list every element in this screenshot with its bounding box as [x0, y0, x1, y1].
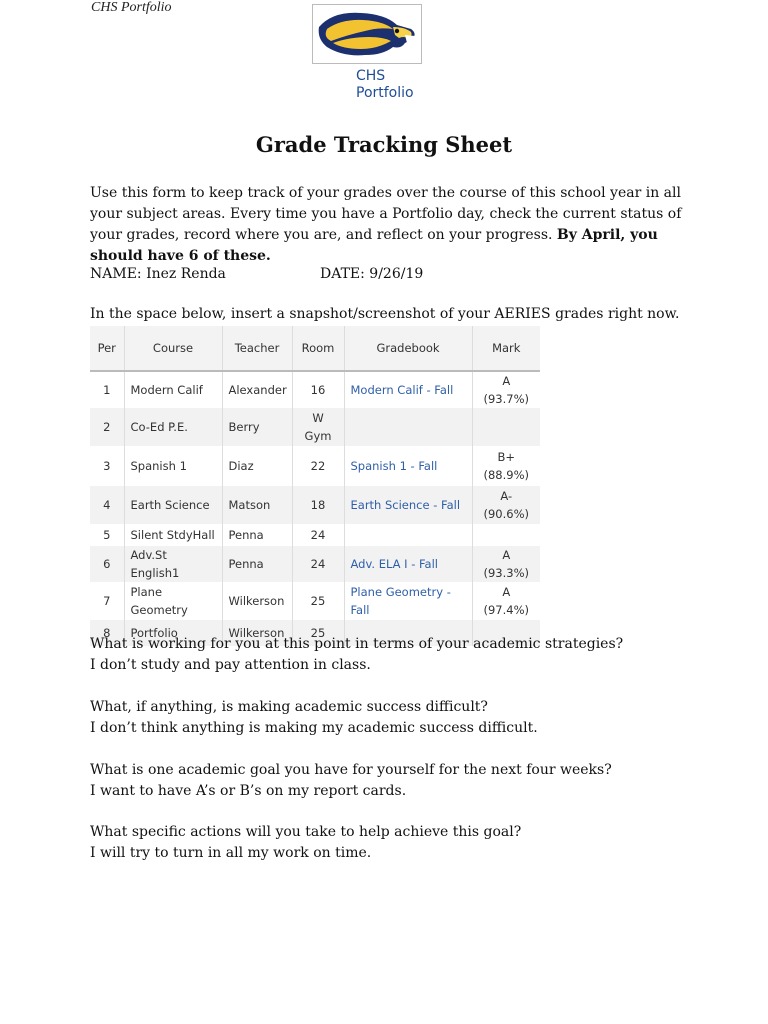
cell-course: Portfolio	[124, 620, 222, 646]
intro-bold-text: By April, you should have 6 of these.	[90, 227, 658, 264]
intro-text: Use this form to keep track of your grades over the course of this school year in all your subject areas. Every time you have a Portfolio day, check the current status of your grades, record where you are, and reflect on your progress.	[90, 185, 682, 243]
cell-teacher: Wilkerson	[222, 620, 292, 646]
reflection-answer: I don’t study and pay attention in class.	[90, 657, 371, 673]
cell-course: Silent StdyHall	[124, 524, 222, 546]
cell-mark	[472, 524, 540, 546]
table-row	[90, 524, 540, 546]
cell-per: 3	[90, 446, 124, 486]
cell-room: 16	[292, 371, 344, 408]
cell-room: W Gym	[292, 408, 344, 446]
reflection-question: What, if anything, is making academic success difficult?	[90, 699, 488, 715]
gradebook-link[interactable]	[344, 408, 472, 446]
reflection-answer: I don’t think anything is making my academic success difficult.	[90, 720, 538, 736]
cell-course: Earth Science	[124, 486, 222, 524]
cell-mark: B+ (88.9%)	[483, 450, 529, 482]
cell-per: 5	[90, 524, 124, 546]
reflection-item	[90, 634, 623, 676]
gradebook-link[interactable]	[344, 524, 472, 546]
cell-per: 6	[90, 546, 124, 582]
gradebook-link[interactable]: Plane Geometry - Fall	[344, 582, 472, 620]
reflection-question: What specific actions will you take to help achieve this goal?	[90, 824, 522, 840]
student-name: NAME: Inez Renda	[90, 266, 226, 282]
gradebook-link[interactable]: Modern Calif - Fall	[344, 371, 472, 408]
cell-course: Spanish 1	[124, 446, 222, 486]
cell-teacher: Diaz	[222, 446, 292, 486]
intro-paragraph	[90, 183, 690, 267]
gradebook-link[interactable]: Spanish 1 - Fall	[344, 446, 472, 486]
cell-mark	[472, 408, 540, 446]
logo-caption	[356, 68, 414, 102]
cell-course: Plane Geometry	[124, 582, 222, 620]
logo-caption-line1: CHS	[356, 68, 386, 84]
cell-room: 25	[292, 582, 344, 620]
eagle-icon	[313, 5, 421, 63]
gradebook-link[interactable]: Adv. ELA I - Fall	[344, 546, 472, 582]
header-course: Course	[124, 326, 222, 371]
reflection-answer: I want to have A’s or B’s on my report cards.	[90, 783, 407, 799]
cell-per: 7	[90, 582, 124, 620]
cell-teacher: Wilkerson	[222, 582, 292, 620]
cell-mark: A- (90.6%)	[472, 486, 540, 524]
cell-room: 22	[292, 446, 344, 486]
cell-room: 25	[292, 620, 344, 646]
cell-per: 8	[90, 620, 124, 646]
gradebook-link[interactable]: Earth Science - Fall	[344, 486, 472, 524]
table-row	[90, 371, 540, 408]
entry-date: DATE: 9/26/19	[320, 266, 424, 282]
reflection-item	[90, 822, 521, 864]
cell-course: Adv.St English1	[124, 546, 222, 582]
eagle-logo	[312, 4, 422, 64]
table-row	[90, 582, 540, 620]
cell-per: 2	[90, 408, 124, 446]
cell-teacher: Berry	[222, 408, 292, 446]
cell-teacher: Penna	[222, 546, 292, 582]
table-header-row	[90, 326, 540, 371]
header-gradebook: Gradebook	[344, 326, 472, 371]
cell-teacher: Matson	[222, 486, 292, 524]
cell-mark: A (97.4%)	[483, 585, 529, 617]
page-title: Grade Tracking Sheet	[255, 132, 513, 157]
reflection-answer: I will try to turn in all my work on time.	[90, 845, 372, 861]
cell-room: 24	[292, 546, 344, 582]
cell-room: 18	[292, 486, 344, 524]
cell-per: 1	[90, 371, 124, 408]
cell-room: 24	[292, 524, 344, 546]
reflection-question: What is one academic goal you have for yourself for the next four weeks?	[90, 762, 612, 778]
header-teacher: Teacher	[222, 326, 292, 371]
cell-mark: A (93.3%)	[472, 546, 540, 582]
logo-caption-line2: Portfolio	[356, 85, 414, 101]
cell-course: Modern Calif	[124, 371, 222, 408]
cell-teacher: Alexander	[222, 371, 292, 408]
cell-teacher: Penna	[222, 524, 292, 546]
grades-table	[90, 326, 540, 646]
header-portfolio-label: CHS Portfolio	[91, 0, 172, 15]
screenshot-instruction: In the space below, insert a snapshot/screenshot of your AERIES grades right now.	[90, 306, 680, 322]
header-mark: Mark	[472, 326, 540, 371]
header-room: Room	[292, 326, 344, 371]
reflection-item	[90, 697, 538, 739]
table-row	[90, 446, 540, 486]
reflection-item	[90, 760, 612, 802]
table-row	[90, 486, 540, 524]
cell-mark: A (93.7%)	[483, 374, 529, 406]
reflection-question: What is working for you at this point in terms of your academic strategies?	[90, 636, 624, 652]
table-row	[90, 408, 540, 446]
table-row	[90, 546, 540, 582]
cell-course: Co-Ed P.E.	[124, 408, 222, 446]
cell-per: 4	[90, 486, 124, 524]
header-per: Per	[90, 326, 124, 371]
